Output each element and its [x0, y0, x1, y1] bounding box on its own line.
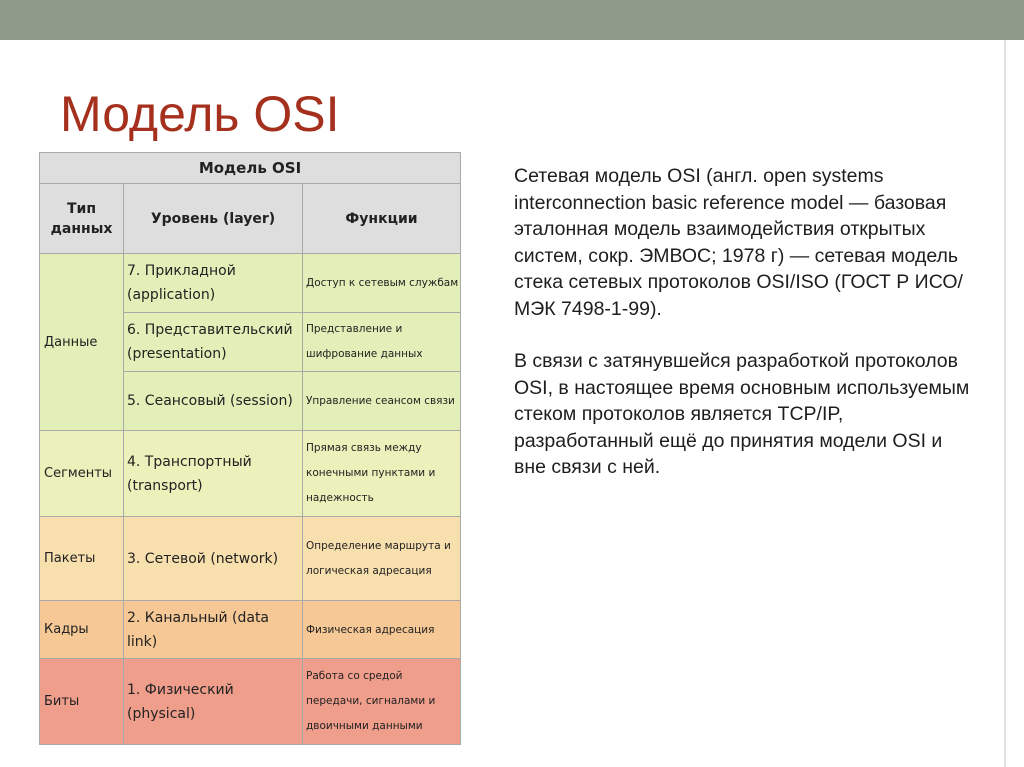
data-type-cell: Сегменты — [40, 431, 124, 517]
data-type-cell: Пакеты — [40, 517, 124, 601]
header-functions: Функции — [303, 184, 461, 254]
layer-cell: 2. Канальный (data link) — [124, 601, 303, 659]
slide-title: Модель OSI — [60, 86, 340, 142]
header-data-type: Тип данных — [40, 184, 124, 254]
layer-cell: 6. Представительский (presentation) — [124, 313, 303, 372]
tcp-ip-paragraph: В связи с затянувшейся разработкой протоколов OSI, в настоящее время основным используемым стеком протоколов является TCP/IP, разработанный ещё до принятия модели OSI и вне связи с ней. — [514, 350, 970, 478]
function-cell: Прямая связь между конечными пунктами и надежность — [303, 431, 461, 517]
top-bar — [0, 0, 1024, 40]
layer-cell: 1. Физический (physical) — [124, 659, 303, 745]
osi-model-table — [39, 152, 461, 745]
function-cell: Физическая адресация — [303, 601, 461, 659]
table-caption: Модель OSI — [40, 153, 461, 184]
function-cell: Определение маршрута и логическая адресация — [303, 517, 461, 601]
description-text — [514, 163, 974, 507]
table-row — [40, 659, 461, 745]
data-type-cell: Биты — [40, 659, 124, 745]
function-cell: Управление сеансом связи — [303, 372, 461, 431]
osi-definition-paragraph: Сетевая модель OSI (англ. open systems interconnection basic reference model — базовая эталонная модель взаимодействия открытых систем, сокр. ЭМВОС; 1978 г) — сетевая модель стека сетевых протоколов OSI/ISO (ГОСТ Р ИСО/МЭК 7498-1-99). — [514, 165, 963, 320]
function-cell: Представление и шифрование данных — [303, 313, 461, 372]
data-type-cell: Кадры — [40, 601, 124, 659]
right-edge-line — [1004, 40, 1006, 767]
table-row — [40, 431, 461, 517]
table-row — [40, 254, 461, 313]
data-type-cell: Данные — [40, 254, 124, 431]
header-layer: Уровень (layer) — [124, 184, 303, 254]
layer-cell: 7. Прикладной (application) — [124, 254, 303, 313]
function-cell: Доступ к сетевым службам — [303, 254, 461, 313]
table-row — [40, 601, 461, 659]
layer-cell: 5. Сеансовый (session) — [124, 372, 303, 431]
function-cell: Работа со средой передачи, сигналами и двоичными данными — [303, 659, 461, 745]
layer-cell: 3. Сетевой (network) — [124, 517, 303, 601]
layer-cell: 4. Транспортный (transport) — [124, 431, 303, 517]
table-row — [40, 517, 461, 601]
